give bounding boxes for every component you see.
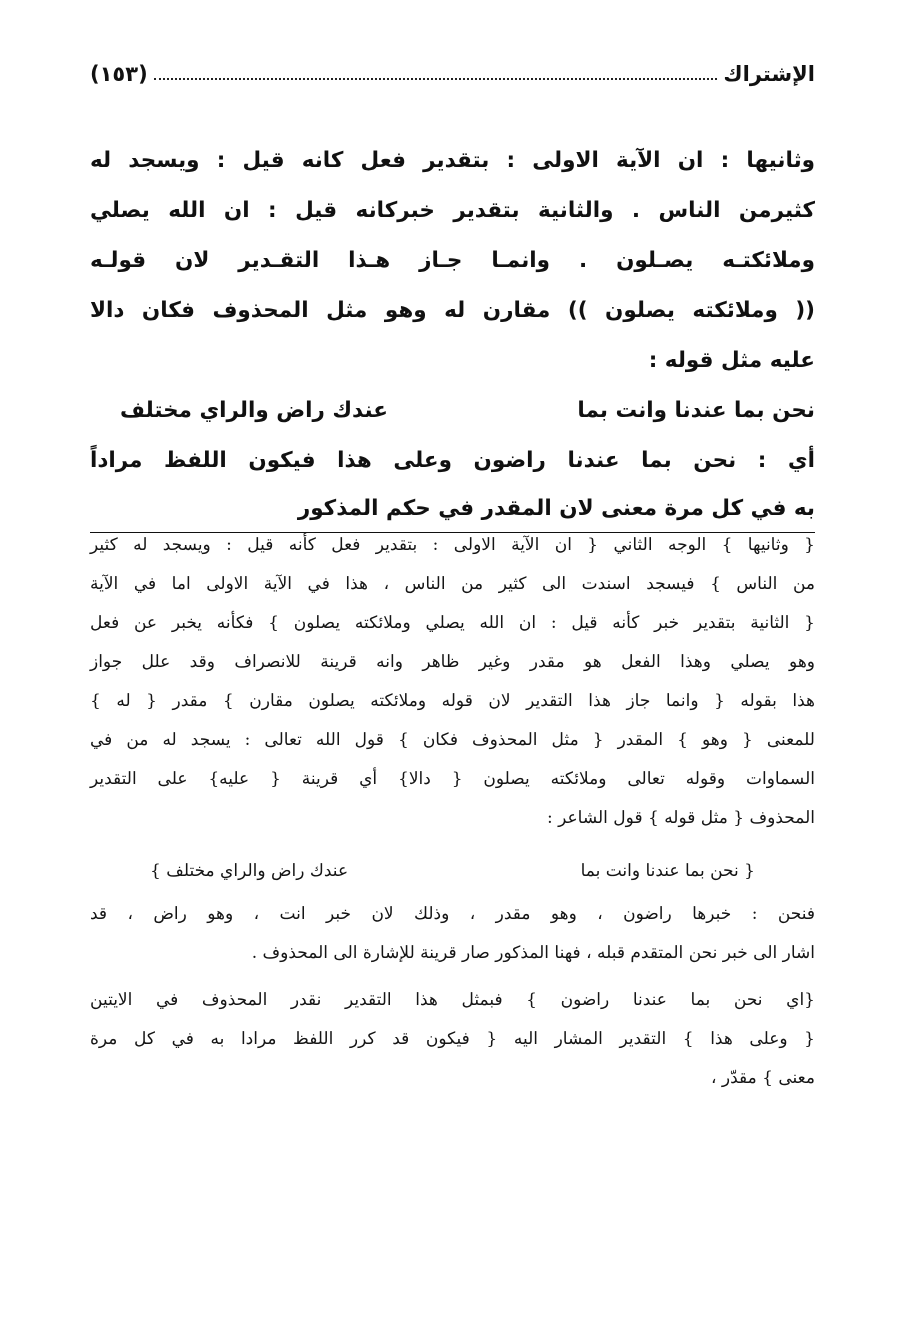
commentary-line: معنى } مقدّر ، bbox=[711, 1068, 815, 1088]
book-page bbox=[90, 40, 815, 1320]
commentary-line: للمعنى { وهو } المقدر { مثل المحذوف فكان } قول الله تعالى : يسجد له من في bbox=[90, 730, 815, 750]
commentary-line: من الناس } فيسجد اسندت الى كثير من الناس ، هذا في الآية الاولى اما في الآية bbox=[90, 574, 815, 594]
header-dot-leader bbox=[154, 78, 718, 80]
commentary-line: هذا بقوله { وانما جاز هذا التقدير لان قوله وملائكته يصلون مقارن } مقدر { له } bbox=[90, 691, 815, 711]
commentary-line: { وثانيها } الوجه الثاني { ان الآية الاولى : بتقدير فعل كأنه قيل : ويسجد له كثير bbox=[90, 535, 815, 555]
commentary-line: { وعلى هذا } التقدير المشار اليه { فيكون قد كرر اللفظ مرادا به في كل مرة bbox=[90, 1029, 815, 1049]
commentary-verse bbox=[90, 852, 815, 891]
main-line-underlined: به في كل مرة معنى لان المقدر في حكم المذكور bbox=[90, 486, 815, 533]
commentary-line: السماوات وقوله تعالى وملائكته يصلون { دالا} أي قرينة { عليه} على التقدير bbox=[90, 769, 815, 789]
verse-second-hemistich: عندك راض والراي مختلف } bbox=[150, 861, 349, 881]
commentary-line: المحذوف { مثل قوله } قول الشاعر : bbox=[547, 808, 815, 828]
commentary-line: {اي نحن بما عندنا راضون } فبمثل هذا التقدير نقدر المحذوف في الايتين bbox=[90, 990, 815, 1010]
commentary-line: فنحن : خبرها راضون ، وهو مقدر ، وذلك لان خبر انت ، وهو راض ، قد bbox=[90, 904, 815, 924]
chapter-title: الإشتراك bbox=[723, 62, 815, 86]
commentary-line: اشار الى خبر نحن المتقدم قبله ، فهنا المذكور صار قرينة للإشارة الى المحذوف . bbox=[251, 943, 815, 963]
main-verse bbox=[90, 386, 815, 436]
verse-first-hemistich: { نحن بما عندنا وانت بما bbox=[580, 861, 755, 881]
page-number: (١٥٣) bbox=[90, 62, 148, 86]
main-line: وملائكتـه يصـلون . وانمـا جـاز هـذا التقـدير لان قولـه bbox=[90, 248, 815, 273]
commentary-text bbox=[90, 526, 815, 1098]
main-line: أي : نحن بما عندنا راضون وعلى هذا فيكون اللفظ مراداً bbox=[90, 448, 815, 473]
main-line: وثانيها : ان الآية الاولى : بتقدير فعل كانه قيل : ويسجد له bbox=[90, 148, 815, 173]
commentary-line: { الثانية بتقدير خبر كأنه قيل : ان الله يصلي وملائكته يصلون } فكأنه يخبر عن فعل bbox=[90, 613, 815, 633]
main-line: (( وملائكته يصلون )) مقارن له وهو مثل المحذوف فكان دالا bbox=[90, 298, 815, 323]
page-header bbox=[90, 54, 815, 94]
commentary-line: وهو يصلي وهذا الفعل هو مقدر وغير ظاهر وانه قرينة للانصراف وقد علل جواز bbox=[90, 652, 815, 672]
main-line: عليه مثل قوله : bbox=[648, 348, 815, 373]
verse-second-hemistich: عندك راض والراي مختلف bbox=[120, 398, 388, 423]
paragraph-gap bbox=[90, 973, 815, 981]
main-line: كثيرمن الناس . والثانية بتقدير خبركانه قيل : ان الله يصلي bbox=[90, 198, 815, 223]
verse-first-hemistich: نحن بما عندنا وانت بما bbox=[577, 398, 815, 423]
main-text bbox=[90, 136, 815, 533]
